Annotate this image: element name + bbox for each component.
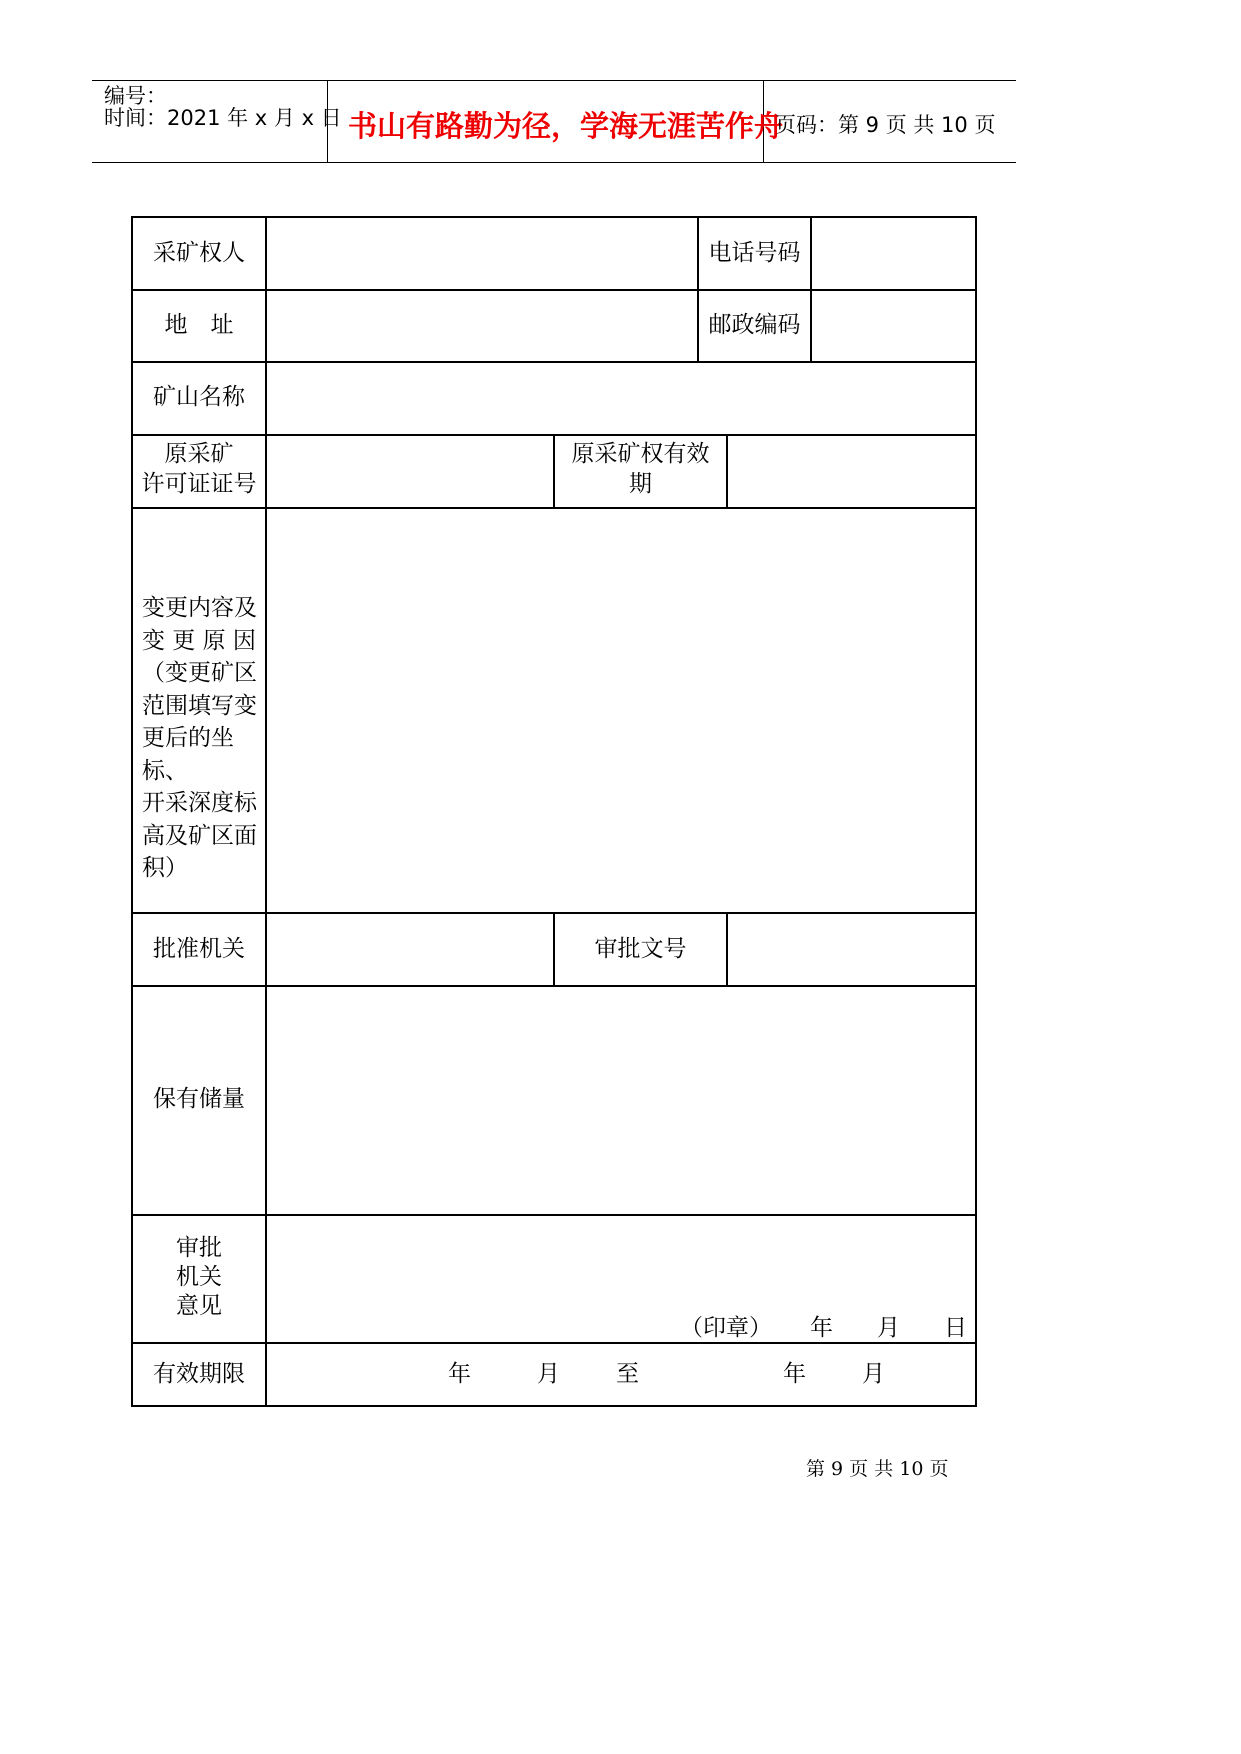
orig-license-label-line1: 原采矿 [164, 441, 234, 467]
header-motto: 书山有路勤为径，学海无涯苦作舟 [348, 109, 784, 143]
phone-label: 电话号码 [708, 240, 801, 266]
validity-month-end: 月 [862, 1361, 885, 1387]
reserves-field[interactable] [267, 987, 975, 1214]
mine-name-label: 矿山名称 [153, 384, 245, 410]
validity-year-start: 年 [448, 1361, 471, 1387]
document-time-label: 时间：2021 年 x 月 x 日 [104, 106, 342, 130]
address-field[interactable] [267, 291, 697, 361]
address-label: 地 址 [164, 312, 234, 338]
footer-page-number: 第 9 页 共 10 页 [806, 1458, 949, 1480]
validity-month-start: 月 [537, 1361, 560, 1387]
approval-org-field[interactable] [267, 914, 553, 985]
seal-text: （印章） [680, 1315, 772, 1341]
opinion-field[interactable] [267, 1216, 975, 1342]
validity-year-end: 年 [783, 1361, 806, 1387]
opinion-month: 月 [877, 1315, 900, 1341]
approval-no-field[interactable] [728, 914, 975, 985]
header-page-info: 页码：第 9 页 共 10 页 [775, 113, 996, 137]
validity-to: 至 [616, 1361, 639, 1387]
change-content-label: 变更内容及 变 更 原 因 （变更矿区 范围填写变 更后的坐标、 开采深度标 高及矿区面 积） [142, 595, 257, 881]
opinion-label-line1: 审批 [176, 1235, 222, 1261]
orig-validity-field[interactable] [728, 436, 975, 507]
approval-no-label: 审批文号 [594, 936, 687, 962]
header-top-line [92, 80, 1016, 81]
orig-validity-label-line1: 原采矿权有效 [571, 441, 710, 467]
validity-label: 有效期限 [153, 1361, 245, 1387]
document-number-label: 编号： [104, 84, 167, 108]
orig-license-label-line2: 许可证证号 [141, 471, 257, 497]
postcode-field[interactable] [812, 291, 975, 361]
approval-org-label: 批准机关 [153, 936, 245, 962]
postcode-label: 邮政编码 [708, 312, 801, 338]
miner-field[interactable] [267, 218, 697, 289]
header-bottom-line [92, 162, 1016, 163]
orig-validity-label-line2: 期 [629, 471, 652, 497]
table-border-right [975, 216, 977, 1407]
reserves-label: 保有储量 [153, 1086, 245, 1112]
orig-license-field[interactable] [267, 436, 553, 507]
miner-label: 采矿权人 [153, 240, 245, 266]
table-border-bottom [131, 1405, 977, 1407]
opinion-year: 年 [810, 1315, 833, 1341]
opinion-day: 日 [944, 1315, 967, 1341]
opinion-label-line3: 意见 [176, 1293, 222, 1319]
change-content-field[interactable] [267, 509, 975, 912]
mine-name-field[interactable] [267, 363, 975, 434]
phone-field[interactable] [812, 218, 975, 289]
opinion-label-line2: 机关 [176, 1264, 222, 1290]
